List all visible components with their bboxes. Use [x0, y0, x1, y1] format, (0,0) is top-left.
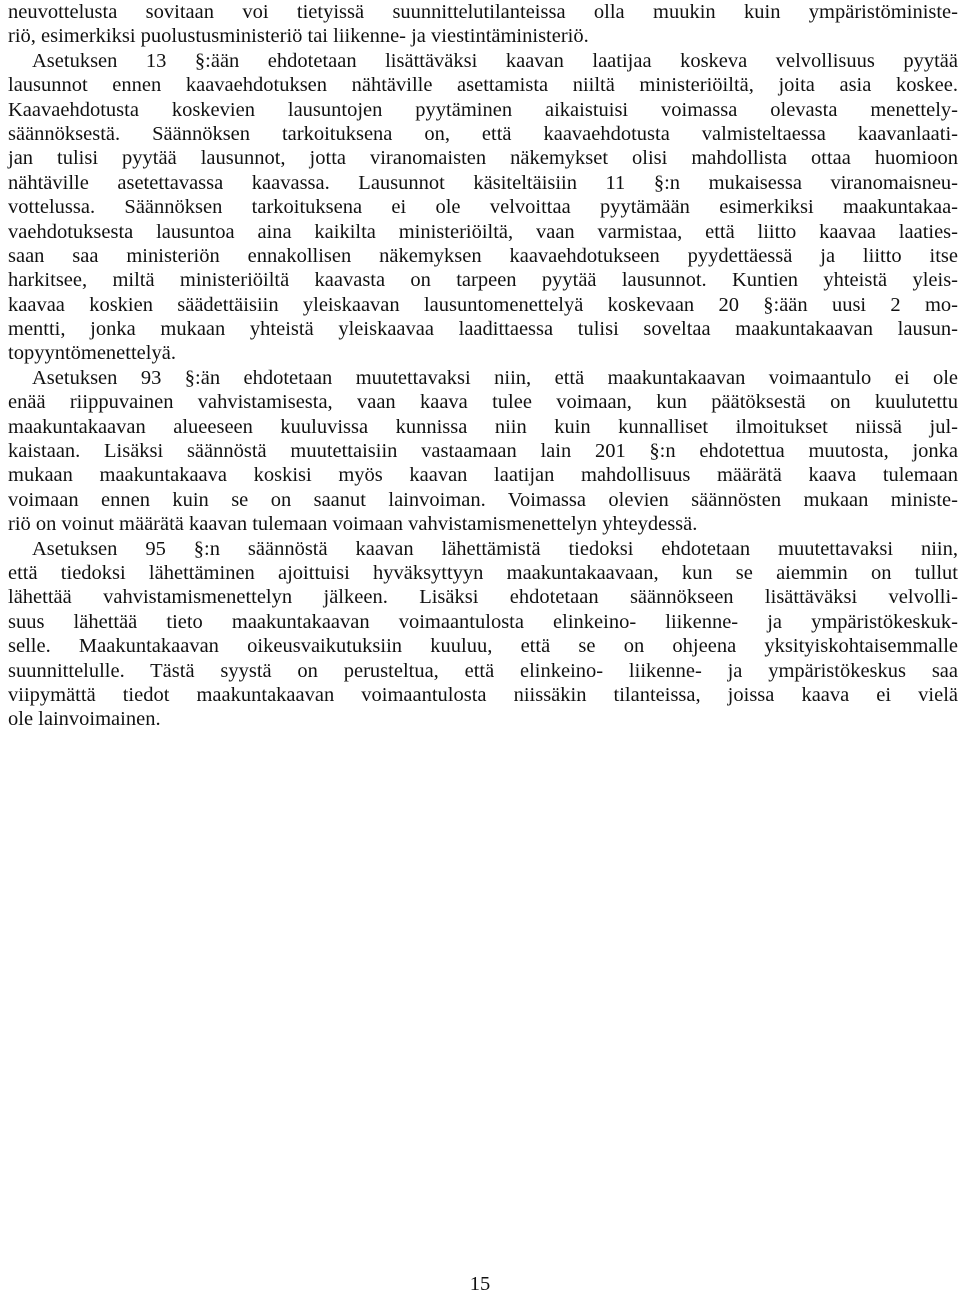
text-line: riö, esimerkiksi puolustusministeriö tai liikenne- ja viestintäministeriö.	[8, 25, 589, 48]
text-line: neuvottelusta sovitaan voi tietyissä suunnittelutilanteissa olla muukin kuin ympäristöministe-	[8, 1, 958, 23]
text-line: lausunnot ennen kaavaehdotuksen nähtäville asettamista niiltä ministeriöiltä, joita asia koskee.	[8, 74, 958, 97]
text-line: riö on voinut määrätä kaavan tulemaan voimaan vahvistamismenettelyn yhteydessä.	[8, 513, 698, 536]
text-line: enää riippuvainen vahvistamisesta, vaan kaava tulee voimaan, kun päätöksestä on kuulutettu	[8, 391, 958, 414]
text-line: ole lainvoimainen.	[8, 708, 161, 731]
text-line: Asetuksen 95 §:n säännöstä kaavan lähettämistä tiedoksi ehdotetaan muutettavaksi niin,	[32, 537, 958, 560]
text-line: suunnittelulle. Tästä syystä on perusteltua, että elinkeino- liikenne- ja ympäristökeskus saa	[8, 659, 958, 682]
text-line: harkitsee, miltä ministeriöiltä kaavasta on tarpeen pyytää lausunnot. Kuntien yhteistä yleis-	[8, 269, 958, 292]
text-line: nähtäville asetettavassa kaavassa. Lausunnot käsiteltäisiin 11 §:n mukaisessa viranomaisneu-	[8, 171, 958, 194]
text-line: että tiedoksi lähettäminen ajoittuisi hyväksyttyyn maakuntakaavaan, kun se aiemmin on tullut	[8, 561, 958, 584]
text-line: vaehdotuksesta lausuntoa aina kaikilta ministeriöiltä, vaan varmistaa, että liitto kaavaa laaties-	[8, 220, 958, 243]
text-line: kaavaa koskien säädettäisiin yleiskaavan lausuntomenettelyä koskevaan 20 §:ään uusi 2 mo-	[8, 293, 958, 316]
text-line: selle. Maakuntakaavan oikeusvaikutuksiin kuuluu, että se on ohjeena yksityiskohtaisemmalle	[8, 635, 958, 658]
text-line: lähettää vahvistamismenettelyn jälkeen. Lisäksi ehdotetaan säännökseen lisättäväksi velvolli-	[8, 586, 958, 609]
text-line: topyyntömenettelyä.	[8, 342, 176, 365]
document-body	[8, 0, 958, 732]
text-line: suus lähettää tieto maakuntakaavan voimaantulosta elinkeino- liikenne- ja ympäristökeskuk-	[8, 610, 958, 633]
text-line: Asetuksen 13 §:ään ehdotetaan lisättäväksi kaavan laatijaa koskeva velvollisuus pyytää	[32, 49, 958, 72]
text-line: maakuntakaavan alueeseen kuuluvissa kunnissa niin kuin kunnalliset ilmoitukset niissä jul-	[8, 415, 958, 438]
text-line: Asetuksen 93 §:än ehdotetaan muutettavaksi niin, että maakuntakaavan voimaantulo ei ole	[32, 366, 958, 389]
text-line: mentti, jonka mukaan yhteistä yleiskaavaa laadittaessa tulisi soveltaa maakuntakaavan lausun-	[8, 318, 958, 341]
text-line: kaistaan. Lisäksi säännöstä muutettaisiin vastaamaan lain 201 §:n ehdotettua muutosta, jonka	[8, 440, 958, 463]
text-line: säännöksestä. Säännöksen tarkoituksena on, että kaavaehdotusta valmisteltaessa kaavanlaati-	[8, 122, 958, 145]
page-number: 15	[469, 1273, 491, 1295]
text-line: Kaavaehdotusta koskevien lausuntojen pyytäminen aikaistuisi voimassa olevasta menettely-	[8, 98, 958, 121]
text-line: saan saa ministeriön ennakollisen näkemyksen kaavaehdotukseen pyydettäessä ja liitto itse	[8, 244, 958, 267]
text-line: jan tulisi pyytää lausunnot, jotta viranomaisten näkemykset olisi mahdollista ottaa huomioon	[8, 147, 958, 170]
text-line: voimaan ennen kuin se on saanut lainvoiman. Voimassa olevien säännösten mukaan ministe-	[8, 488, 958, 511]
text-line: mukaan maakuntakaava koskisi myös kaavan laatijan mahdollisuus määrätä kaava tulemaan	[8, 464, 958, 487]
text-line: vottelussa. Säännöksen tarkoituksena ei ole velvoittaa pyytämään esimerkiksi maakuntakaa-	[8, 196, 958, 219]
text-line: viipymättä tiedot maakuntakaavan voimaantulosta niissäkin tilanteissa, joissa kaava ei vielä	[8, 683, 958, 706]
